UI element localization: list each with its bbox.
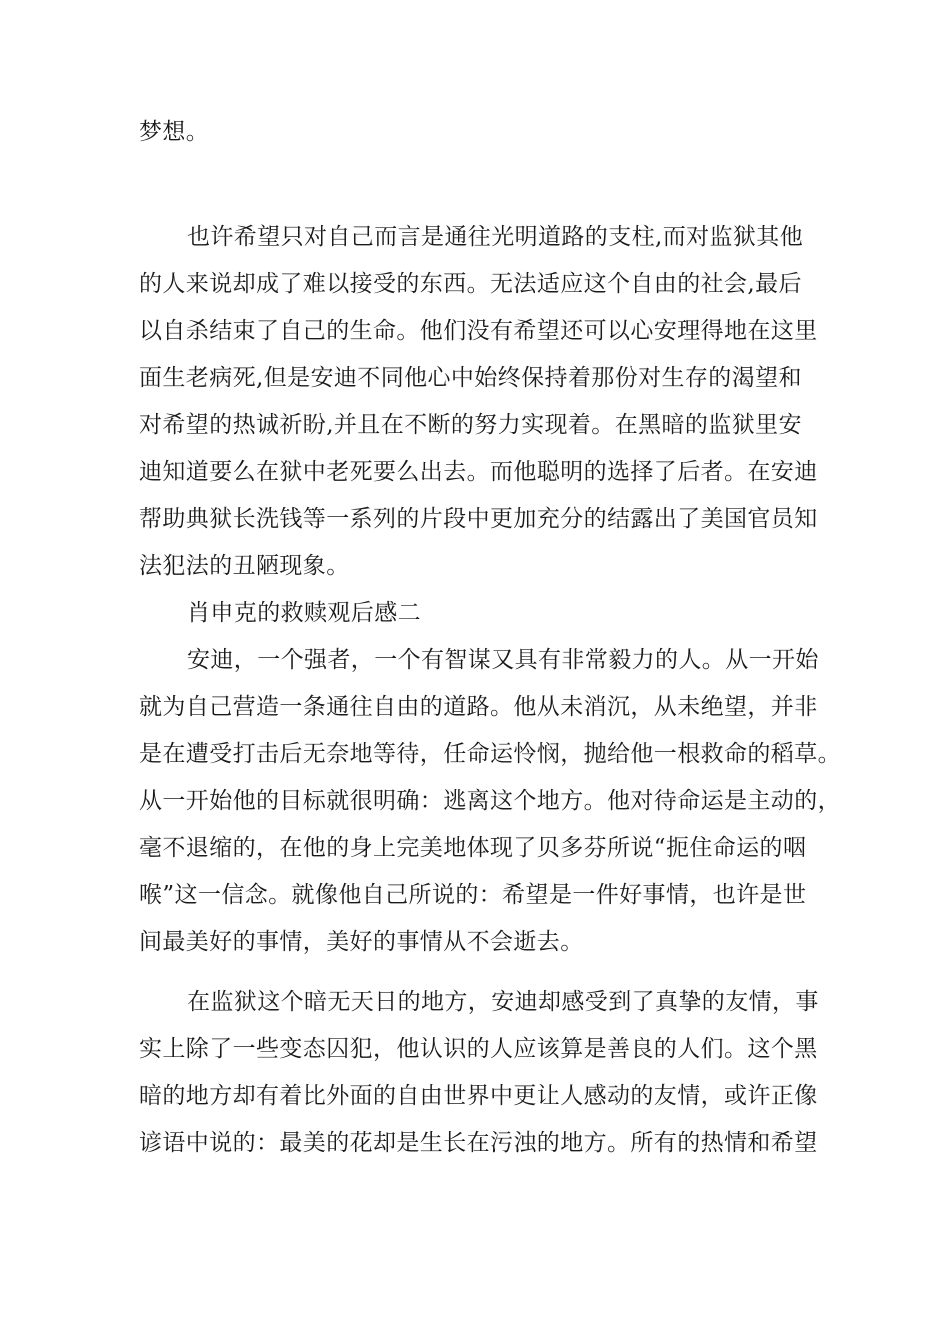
text-line: 从一开始他的目标就很明确：逃离这个地方。他对待命运是主动的， (139, 788, 841, 814)
text-line: 暗的地方却有着比外面的自由世界中更让人感动的友情，或许正像 (139, 1083, 818, 1109)
text-line: 的人来说却成了难以接受的东西。无法适应这个自由的社会,最后 (139, 271, 802, 297)
text-line: 以自杀结束了自己的生命。他们没有希望还可以心安理得地在这里 (139, 318, 818, 344)
section-heading: 肖申克的救赎观后感二 (187, 600, 421, 626)
text-line: 谚语中说的：最美的花却是生长在污浊的地方。所有的热情和希望 (139, 1130, 818, 1156)
text-line: 法犯法的丑陋现象。 (139, 553, 350, 579)
text-line: 对希望的热诚祈盼,并且在不断的努力实现着。在黑暗的监狱里安 (139, 412, 802, 438)
text-line: 面生老病死,但是安迪不同他心中始终保持着那份对生存的渴望和 (139, 365, 802, 391)
text-line: 实上除了一些变态囚犯，他认识的人应该算是善良的人们。这个黑 (139, 1036, 818, 1062)
text-line: 也许希望只对自己而言是通往光明道路的支柱,而对监狱其他 (187, 224, 804, 250)
text-line: 迪知道要么在狱中老死要么出去。而他聪明的选择了后者。在安迪 (139, 459, 818, 485)
text-line: 是在遭受打击后无奈地等待，任命运怜悯，抛给他一根救命的稻草。 (139, 741, 841, 767)
text-line: 喉”这一信念。就像他自己所说的：希望是一件好事情，也许是世 (139, 882, 807, 908)
text-line: 帮助典狱长洗钱等一系列的片段中更加充分的结露出了美国官员知 (139, 506, 818, 532)
text-line: 毫不退缩的，在他的身上完美地体现了贝多芬所说“扼住命运的咽 (139, 835, 807, 861)
text-line: 安迪，一个强者，一个有智谋又具有非常毅力的人。从一开始 (187, 647, 819, 673)
text-line: 梦想。 (139, 119, 210, 145)
text-line: 间最美好的事情，美好的事情从不会逝去。 (139, 929, 584, 955)
text-line: 就为自己营造一条通往自由的道路。他从未消沉，从未绝望，并非 (139, 694, 818, 720)
text-line: 在监狱这个暗无天日的地方，安迪却感受到了真挚的友情，事 (187, 989, 819, 1015)
